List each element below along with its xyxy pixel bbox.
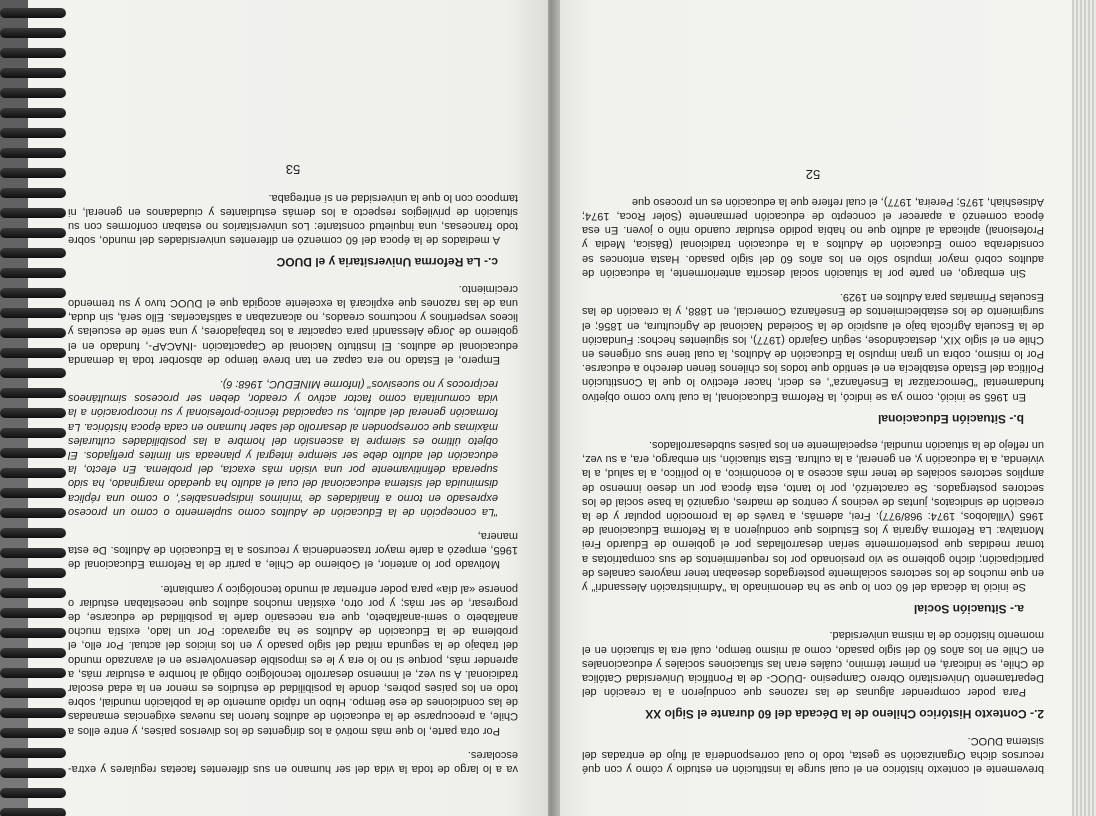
binding-ring: [0, 488, 66, 498]
page-53: [28, 0, 548, 816]
binding-ring: [0, 188, 66, 198]
binding-ring: [0, 228, 66, 238]
binding-ring: [0, 648, 66, 658]
block-quote: "La concepción de la Educación de Adultos como suplemento o como un proceso expresado en torno a finalidades de 'mínimos indispensables', o como una réplica disminuida del sistema educacional del cual el adulto ha quedado marginado, ha sido superada definitivamente por una visión más exacta, del problema. En efecto, la educación del adulto debe ser siempre integral y planeada sin límites prefijados. El objeto último es siempre la ascensión del hombre a las posibilidades culturales máximas que corresponden al desarrollo del saber humano en cada época histórica. La formación general del adulto, su capacidad técnico-profesional y su incorporación a la vida comunitaria como factor activo y creador, deben ser procesos simultáneos recíprocos y no sucesivos" (Informe MINEDUC, 1968: 6).: [68, 377, 498, 518]
binding-ring: [0, 408, 66, 418]
paragraph: Empero, el Estado no era capaz en tan breve tiempo de absorber toda la demanda educacional de adultos. El Instituto Nacional de Capacitación -INACAP-, fundado en el gobierno de Jorge Alessandri para capacitar a los trabajadores, y una serie de escuelas y liceos vespertinos y nocturnos creados, no alcanzaban a satisfacerlas. Ello será, sin duda, una de las razones que explicará la excelente acogida que el DUOC tuvo y su tremendo crecimiento.: [68, 282, 518, 366]
binding-ring: [0, 568, 66, 578]
binding-ring: [0, 388, 66, 398]
paragraph: A mediados de la época del 60 comenzó en diferentes universidades del mundo, sobre todo francesas, una inquietud constante: Los universitarios no estaban conformes con su situación de privilegios respecto a los demás estudiantes y ciudadanos en general, ni tampoco con lo que la universidad en sí entregaba.: [68, 191, 518, 247]
page-stack-edge: [1072, 0, 1096, 816]
binding-ring: [0, 88, 66, 98]
section-title: 2.- Contexto Histórico Chileno de la Década del 60 durante el Siglo XX: [645, 707, 1044, 722]
binding-ring: [0, 708, 66, 718]
binding-ring: [0, 148, 66, 158]
paragraph: Para poder comprender algunas de las razones que condujeron a la creación del Departamento Universitario Obrero Campesino -DUOC- de la Pontificia Universidad Católica de Chile, se indicará, en primer término, cuáles eran las situaciones sociales y educacionales en Chile en los años 60 del siglo pasado, como al mismo tiempo, cuál era la situación en el momento histórico de la misma universidad.: [582, 629, 1044, 699]
binding-ring: [0, 108, 66, 118]
binding-ring: [0, 668, 66, 678]
binding-ring: [0, 528, 66, 538]
binding-ring: [0, 548, 66, 558]
binding-ring: [0, 508, 66, 518]
binding-ring: [0, 208, 66, 218]
binding-ring: [0, 608, 66, 618]
page-number: 52: [805, 166, 821, 182]
binding-ring: [0, 748, 66, 758]
binding-ring: [0, 788, 66, 798]
subsection-heading-c: c.- La Reforma Universitaria y el DUOC: [276, 255, 498, 270]
binding-ring: [0, 728, 66, 738]
binding-ring: [0, 808, 66, 816]
binding-ring: [0, 588, 66, 598]
spiral-binding: [0, 0, 70, 816]
page-number: 53: [285, 162, 301, 178]
binding-ring: [0, 68, 66, 78]
binding-ring: [0, 28, 66, 38]
page-52: [554, 0, 1074, 816]
binding-ring: [0, 308, 66, 318]
binding-ring: [0, 268, 66, 278]
binding-ring: [0, 128, 66, 138]
subsection-heading-b: b.- Situación Educacional: [877, 411, 1024, 426]
binding-ring: [0, 248, 66, 258]
intro-paragraph: brevemente el contexto histórico en el cual surge la institución en estudio y cómo y con qué recursos dicha Organización se gesta, todo lo cual correspondería al flujo de entradas del sistema DUOC.: [582, 734, 1044, 775]
binding-ring: [0, 428, 66, 438]
paragraph: Sin embargo, en parte por la situación social descrita anteriormente, la educación de adultos cobró mayor impulso sólo en los años 60 del siglo pasado. Hasta entonces se consideraba como Educación de Adultos a la educación tradicional (Básica, Media y Profesional) aplicada al adulto que no había podido estudiar cuando niño o joven. En esa época comenzó a aparecer el concepto de educación permanente (Soler Roca, 1974; Adiseshiah, 1975; Pereira, 1977), el cual refiere que la educación es un proceso que: [582, 195, 1044, 279]
subsection-heading-a: a.- Situación Social: [913, 602, 1024, 617]
paragraph: Se inició la década del 60 con lo que se ha denominado la "Administración Alessandri" y en que muchos de los sectores socialmente postergados deseaban tener mayores canales de participación; dicho gobierno se vio presionado por los requerimientos de sus compatriotas a tomar medidas que posteriormente serían desarrolladas por el gobierno de Eduardo Frei Montalva: La Reforma Agraria y los Estudios que condujeron a la Reforma Educacional de 1965 (Villalobos, 1974: 968/977). Frei, además, a través de la promoción popular y de la creación de sindicatos, juntas de vecinos y centros de madres, organizó la base social de los sectores postergados. Se caracterizó, por lo tanto, esta época por un deseo inmenso de amplios sectores sociales de tener más acceso a lo económico, a lo político, a la salud, a la vivienda, a la educación y, en general, a la cultura. Esta situación, sin embargo, era, a su vez, un reflejo de la situación mundial, especialmente en los países subdesarrollados.: [582, 438, 1044, 593]
binding-ring: [0, 688, 66, 698]
binding-ring: [0, 48, 66, 58]
binding-ring: [0, 448, 66, 458]
paragraph: En 1965 se inició, como ya se indicó, la Reforma Educacional, la cual tuvo como objetivo fundamental "Democratizar la Enseñanza", es decir, hacer efectivo lo que la Constitución Política del Estado establecía en el sentido que todos los chilenos tienen derecho a educarse. Por lo mismo, cobra un gran impulso la Educación de Adultos, la cual tiene sus orígenes en Chile en el siglo XIX, destacándose, según Gajardo (1977), los siguientes hechos: Fundación de la Escuela Agrícola bajo el auspicio de la Sociedad Nacional de Agricultura, en 1856; el surgimiento de los establecimientos de Enseñanza Comercial, en 1888, y la creación de las Escuelas Primarias para Adultos en 1929.: [582, 291, 1044, 403]
paragraph: Por otra parte, lo que más motivó a los dirigentes de los diversos países, y entre ellos a Chile, a preocuparse de la educación de adultos fueron las nuevas exigencias emanadas de las condiciones de ese tiempo. Hubo un rápido aumento de la población mundial, sobre todo en los países pobres, donde la posibilidad de estudios es menor en la edad escolar tradicional. A su vez, el inmenso desarrollo tecnológico obligó al hombre a estudiar más, a aprender más, porque si no lo era y le es imposible desenvolverse en el avanzado mundo del trabajo de la segunda mitad del siglo pasado y en los inicios del actual. Por ello, el problema de la Educación de Adultos se ha agravado: Por un lado, existía mucho analfabeto o semi-analfabeto, que era necesario darle la posibilidad de educarse, de progresar, de ser más; y por otro, existían muchos adultos que necesitaban estudiar o ponerse «al día» para poder enfrentar al mundo tecnológico y cambiante.: [68, 582, 518, 737]
binding-ring: [0, 288, 66, 298]
binding-ring: [0, 8, 66, 18]
binding-ring: [0, 368, 66, 378]
paragraph: va a lo largo de toda la vida del ser humano en sus diferentes facetas regulares y extra-escolares.: [68, 748, 518, 775]
binding-ring: [0, 628, 66, 638]
binding-ring: [0, 168, 66, 178]
binding-ring: [0, 768, 66, 778]
binding-ring: [0, 328, 66, 338]
paragraph: Motivado por lo anterior, el Gobierno de Chile, a partir de la Reforma Educacional de 1965, empezó a darle mayor trascendencia y recursos a la Educación de Adultos. De esta manera,: [68, 529, 518, 571]
binding-ring: [0, 468, 66, 478]
binding-ring: [0, 348, 66, 358]
